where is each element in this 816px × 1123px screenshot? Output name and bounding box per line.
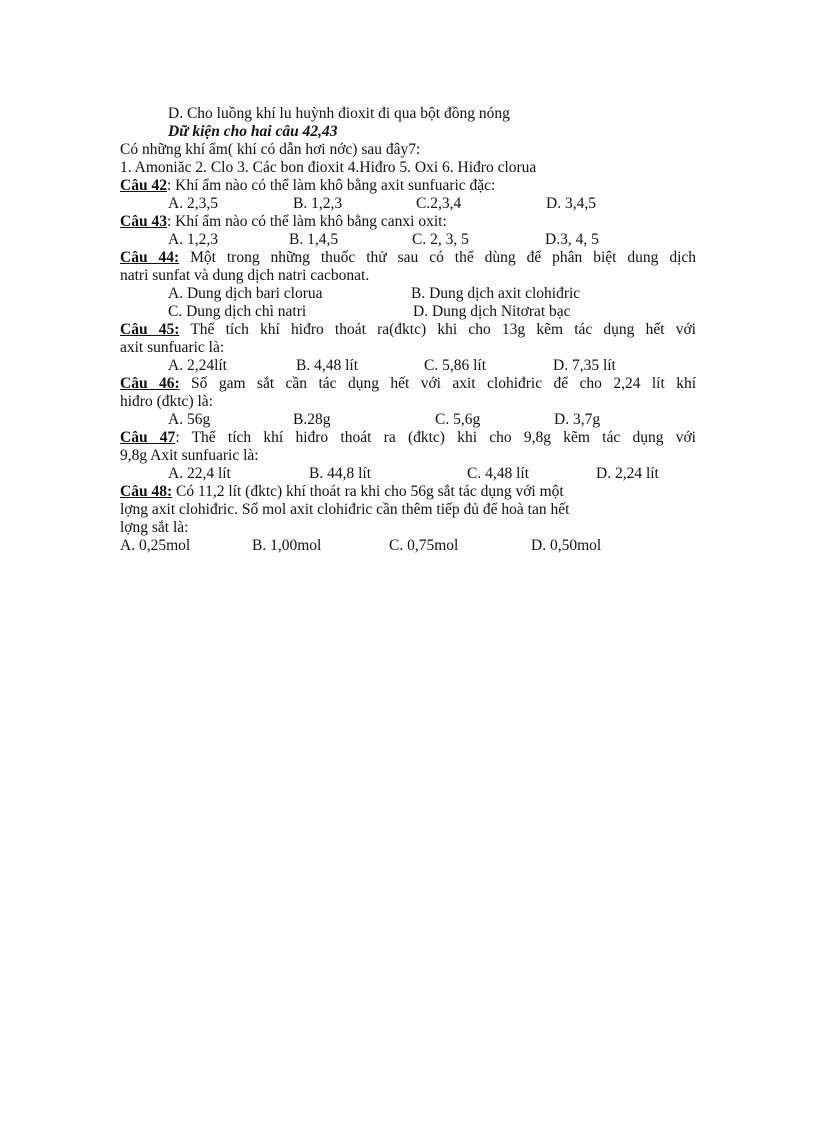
question-44-text-2: natri sunfat và dung dịch natri cacbonat. — [120, 267, 370, 284]
question-46 — [120, 375, 696, 393]
q46-option-b: B.28g — [293, 411, 331, 428]
question-42-text: : Khí ẩm nào có thể làm khô bằng axit sunfuaric đặc: — [166, 177, 496, 194]
q45-option-c: C. 5,86 lít — [424, 357, 487, 374]
question-47-text-2: 9,8g Axit sunfuaric là: — [120, 447, 259, 464]
question-45 — [120, 321, 696, 339]
question-46-label: Câu 46: — [120, 375, 180, 392]
question-48-text: Có 11,2 lít (đktc) khí thoát ra khi cho 56g sắt tác dụng với một — [172, 483, 564, 500]
q42-option-d: D. 3,4,5 — [546, 195, 596, 212]
q46-option-a: A. 56g — [168, 411, 211, 428]
q46-option-d: D. 3,7g — [554, 411, 601, 428]
q46-option-c: C. 5,6g — [435, 411, 481, 428]
question-43-label: Câu 43 — [120, 213, 167, 230]
q44-option-d: D. Dung dịch Nitơrat bạc — [413, 303, 571, 320]
question-48-text-3: lợng sắt là: — [120, 519, 189, 536]
q45-option-d: D. 7,35 lít — [553, 357, 616, 374]
q42-option-a: A. 2,3,5 — [168, 195, 218, 212]
q48-option-b: B. 1,00mol — [252, 537, 322, 554]
question-47-text: : Thể tích khí hiđro thoát ra (đktc) khi cho 9,8g kẽm tác dụng với — [175, 429, 696, 446]
question-44 — [120, 249, 696, 267]
q43-option-c: C. 2, 3, 5 — [412, 231, 469, 248]
q44-option-c: C. Dung dịch chì natri — [168, 303, 307, 320]
q44-option-a: A. Dung dịch bari clorua — [168, 285, 323, 302]
question-46-text: Số gam sắt cần tác dụng hết với axit clohiđric để cho 2,24 lít khí — [179, 375, 696, 392]
q48-option-d: D. 0,50mol — [531, 537, 602, 554]
q43-option-b: B. 1,4,5 — [289, 231, 339, 248]
q42-option-b: B. 1,2,3 — [293, 195, 343, 212]
question-48-text-2: lợng axit clohiđric. Số mol axit clohiđric cần thêm tiếp đủ để hoà tan hết — [120, 501, 570, 518]
question-48-label: Câu 48: — [120, 483, 173, 500]
question-43-text: : Khí ẩm nào có thể làm khô bằng canxi oxit: — [166, 213, 447, 230]
question-43 — [120, 213, 447, 231]
q45-option-a: A. 2,24lít — [168, 357, 227, 374]
question-47-label: Câu 47 — [120, 429, 176, 446]
question-44-label: Câu 44: — [120, 249, 180, 266]
q44-option-b: B. Dung dịch axit clohiđric — [411, 285, 581, 302]
question-45-text: Thể tích khí hiđro thoát ra(đktc) khi cho 13g kẽm tác dụng hết với — [179, 321, 696, 338]
q43-option-a: A. 1,2,3 — [168, 231, 218, 248]
q45-option-b: B. 4,48 lít — [296, 357, 359, 374]
q47-option-d: D. 2,24 lít — [596, 465, 659, 482]
q48-option-c: C. 0,75mol — [389, 537, 459, 554]
q47-option-a: A. 22,4 lít — [168, 465, 231, 482]
question-42 — [120, 177, 495, 195]
q48-option-a: A. 0,25mol — [120, 537, 191, 554]
question-45-text-2: axit sunfuaric là: — [120, 339, 225, 356]
q47-option-c: C. 4,48 lít — [467, 465, 530, 482]
q42-option-c: C.2,3,4 — [416, 195, 462, 212]
question-46-text-2: hiđro (đktc) là: — [120, 393, 213, 410]
gas-list: 1. Amoniăc 2. Clo 3. Các bon đioxit 4.Hiđro 5. Oxi 6. Hiđro clorua — [120, 159, 537, 176]
question-47 — [120, 429, 696, 447]
data-heading: Dữ kiện cho hai câu 42,43 — [168, 123, 338, 140]
question-42-label: Câu 42 — [120, 177, 167, 194]
q47-option-b: B. 44,8 lít — [309, 465, 372, 482]
gas-intro: Có những khí ẩm( khí có dẫn hơi nớc) sau đây7: — [120, 141, 421, 158]
question-45-label: Câu 45: — [120, 321, 180, 338]
question-44-text: Một trong những thuốc thử sau có thể dùng để phân biệt dung dịch — [179, 249, 697, 266]
question-48 — [120, 483, 564, 501]
q43-option-d: D.3, 4, 5 — [545, 231, 599, 248]
option-d-prev-question: D. Cho luồng khí lu huỳnh đioxit đi qua bột đồng nóng — [168, 105, 510, 122]
